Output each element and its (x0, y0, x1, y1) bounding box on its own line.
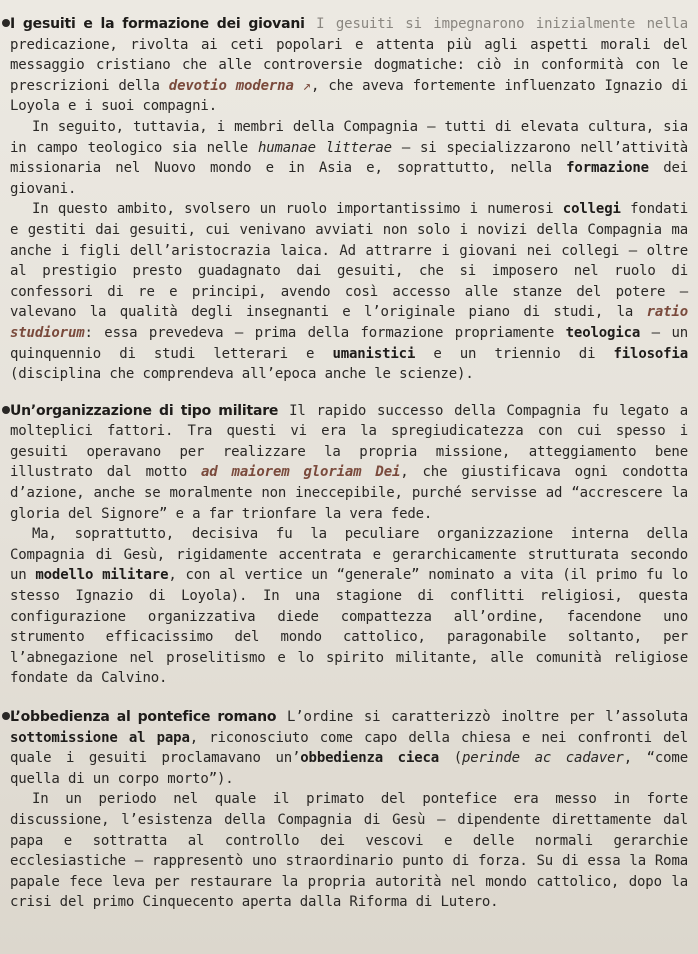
paragraph: L’obbedienza al pontefice romano L’ordine si caratterizzò inoltre per l’assoluta sottomissione al papa, riconosciuto come capo della chiesa e nei confronti del quale i gesuiti proclamavano un’obbedienza cieca (perinde ac cadaver, “come quella di un corpo morto”). (10, 709, 688, 787)
keyword: umanistici (332, 345, 416, 362)
paragraph: I gesuiti e la formazione dei giovani I gesuiti si impegnarono inizialmente nella predicazione, rivolta ai ceti popolari e attenta più agli aspetti morali del messaggio cristiano che alle controversie dogmatiche: ciò in conformità con le prescrizioni della devotio moderna ↗, che aveva fortemente influenzato Ignazio di Loyola e i suoi compagni. (10, 16, 689, 115)
term-ratio-studiorum: ratio studiorum (10, 304, 688, 341)
section-obbedienza-pontefice (10, 707, 688, 913)
paragraph: Un’organizzazione di tipo militare Il rapido successo della Compagnia fu legato a molteplici fattori. Tra questi vi era la spregiudicatezza con cui spesso i gesuiti operavano per realizzare la propria missione, atteggiamento bene illustrato dal motto ad maiorem gloriam Dei, che giustificava ogni condotta d’azione, anche se moralmente non ineccepibile, purché servisse ad “accrescere la gloria del Signore” e a far trionfare la vera fede. (10, 402, 689, 522)
keyword: formazione (566, 160, 649, 177)
keyword: collegi (562, 201, 621, 218)
term-ad-maiorem-gloriam-dei: ad maiorem gloriam Dei (201, 464, 401, 481)
section-bullet-icon (2, 19, 10, 27)
section-heading: L’obbedienza al pontefice romano (10, 709, 277, 725)
keyword: filosofia (613, 345, 688, 362)
paragraph: In un periodo nel quale il primato del pontefice era messo in forte discussione, l’esistenza della Compagnia di Gesù – dipendente direttamente dal papa e sottratta al controllo dei vescovi e delle normali gerarchie ecclesiastiche – rappresentò uno straordinario punto di forza. Su di essa la Roma papale fece leva per restaurare la propria autorità nel mondo cattolico, dopo la crisi del primo Cinquecento aperta dalla Riforma di Lutero. (10, 791, 688, 911)
keyword: modello militare (35, 567, 169, 584)
cross-reference-arrow-icon: ↗ (302, 77, 312, 94)
keyword: sottomissione al papa (10, 729, 190, 746)
term-perinde-ac-cadaver: perinde ac cadaver (462, 750, 624, 767)
section-gesuiti-formazione (10, 14, 688, 385)
paragraph: In seguito, tuttavia, i membri della Compagnia – tutti di elevata cultura, sia in campo teologico sia nelle humanae litterae – si specializzarono nell’attività missionaria nel Nuovo mondo e in Asia e, soprattutto, nella formazione dei giovani. (10, 118, 689, 197)
keyword: teologica (565, 324, 641, 341)
paragraph: Ma, soprattutto, decisiva fu la peculiare organizzazione interna della Compagnia di Gesù, rigidamente accentrata e gerarchicamente strutturata secondo un modello militare, con al vertice un “generale” nominato a vita (il primo fu lo stesso Ignazio di Loyola). In una stagione di conflitti religiosi, questa configurazione organizzativa diede compattezza all’ordine, facendone uno strumento efficacissimo del mondo cattolico, paragonabile soltanto, per l’abnegazione nel proselitismo e lo spirito militante, alle comunità religiose fondate da Calvino. (10, 526, 689, 687)
keyword: obbedienza cieca (300, 750, 440, 767)
term-humanae-litterae: humanae litterae (257, 139, 392, 156)
section-bullet-icon (2, 406, 10, 414)
paragraph: In questo ambito, svolsero un ruolo importantissimo i numerosi collegi fondati e gestiti dai gesuiti, cui venivano avviati non solo i novizi della Compagnia ma anche i figli dell’aristocrazia laica. Ad attrarre i giovani nei collegi – oltre al prestigio presto guadagnato dai gesuiti, che si imposero nel ruolo di confessori di re e principi, avendo così accesso alle stanze del potere – valevano la qualità degli insegnanti e l’originale piano di studi, la ratio studiorum: essa prevedeva – prima della formazione propriamente teologica – un quinquennio di studi letterari e umanistici e un triennio di filosofia (disciplina che comprendeva all’epoca anche le scienze). (10, 201, 689, 383)
term-devotio-moderna: devotio moderna (168, 77, 294, 94)
section-heading: I gesuiti e la formazione dei giovani (10, 16, 305, 32)
section-organizzazione-militare (10, 401, 688, 689)
section-bullet-icon (2, 712, 10, 720)
section-heading: Un’organizzazione di tipo militare (10, 402, 279, 419)
